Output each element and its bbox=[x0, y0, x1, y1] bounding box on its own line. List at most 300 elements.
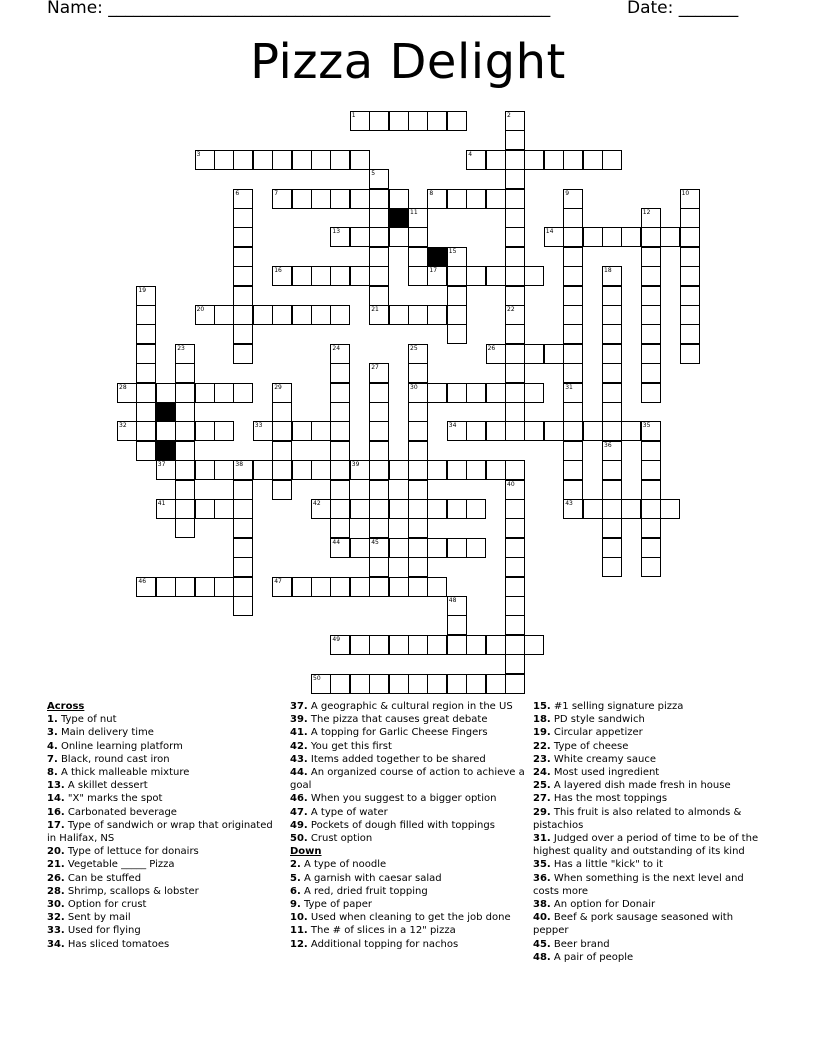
grid-cell[interactable] bbox=[447, 674, 467, 694]
grid-cell[interactable] bbox=[136, 344, 156, 364]
grid-cell[interactable] bbox=[389, 538, 409, 558]
grid-cell[interactable] bbox=[156, 383, 176, 403]
grid-cell[interactable] bbox=[427, 266, 447, 286]
grid-cell[interactable] bbox=[292, 189, 312, 209]
grid-cell[interactable] bbox=[641, 460, 661, 480]
grid-cell[interactable] bbox=[233, 518, 253, 538]
grid-cell[interactable] bbox=[330, 266, 350, 286]
grid-cell[interactable] bbox=[136, 402, 156, 422]
grid-cell[interactable] bbox=[427, 305, 447, 325]
grid-cell[interactable] bbox=[369, 577, 389, 597]
grid-cell[interactable] bbox=[253, 305, 273, 325]
grid-cell[interactable] bbox=[136, 286, 156, 306]
grid-cell[interactable] bbox=[641, 208, 661, 228]
grid-cell[interactable] bbox=[427, 499, 447, 519]
grid-cell[interactable] bbox=[330, 518, 350, 538]
grid-cell[interactable] bbox=[330, 460, 350, 480]
grid-cell[interactable] bbox=[563, 208, 583, 228]
grid-cell[interactable] bbox=[641, 557, 661, 577]
grid-cell[interactable] bbox=[408, 538, 428, 558]
grid-cell[interactable] bbox=[369, 538, 389, 558]
grid-cell[interactable] bbox=[408, 266, 428, 286]
grid-cell[interactable] bbox=[136, 305, 156, 325]
grid-cell[interactable] bbox=[563, 286, 583, 306]
grid-cell[interactable] bbox=[195, 383, 215, 403]
grid-cell[interactable] bbox=[389, 460, 409, 480]
grid-cell[interactable] bbox=[641, 480, 661, 500]
grid-cell[interactable] bbox=[563, 227, 583, 247]
grid-cell[interactable] bbox=[524, 344, 544, 364]
grid-cell[interactable] bbox=[660, 227, 680, 247]
grid-cell[interactable] bbox=[447, 324, 467, 344]
grid-cell[interactable] bbox=[505, 227, 525, 247]
grid-cell[interactable] bbox=[447, 421, 467, 441]
grid-cell[interactable] bbox=[680, 324, 700, 344]
grid-cell[interactable] bbox=[680, 344, 700, 364]
grid-cell[interactable] bbox=[505, 480, 525, 500]
grid-cell[interactable] bbox=[427, 635, 447, 655]
grid-cell[interactable] bbox=[408, 247, 428, 267]
grid-cell[interactable] bbox=[233, 324, 253, 344]
grid-cell[interactable] bbox=[466, 189, 486, 209]
grid-cell[interactable] bbox=[136, 577, 156, 597]
grid-cell[interactable] bbox=[350, 460, 370, 480]
grid-cell[interactable] bbox=[156, 577, 176, 597]
grid-cell[interactable] bbox=[369, 169, 389, 189]
grid-cell[interactable] bbox=[272, 189, 292, 209]
grid-cell[interactable] bbox=[447, 305, 467, 325]
grid-cell[interactable] bbox=[214, 460, 234, 480]
grid-cell[interactable] bbox=[233, 189, 253, 209]
grid-cell[interactable] bbox=[602, 441, 622, 461]
grid-cell[interactable] bbox=[311, 577, 331, 597]
grid-cell[interactable] bbox=[563, 324, 583, 344]
grid-cell[interactable] bbox=[369, 674, 389, 694]
grid-cell[interactable] bbox=[602, 460, 622, 480]
grid-cell[interactable] bbox=[680, 286, 700, 306]
grid-cell[interactable] bbox=[505, 421, 525, 441]
grid-cell[interactable] bbox=[195, 305, 215, 325]
grid-cell[interactable] bbox=[641, 305, 661, 325]
grid-cell[interactable] bbox=[369, 557, 389, 577]
grid-cell[interactable] bbox=[466, 383, 486, 403]
grid-cell[interactable] bbox=[330, 402, 350, 422]
grid-cell[interactable] bbox=[408, 402, 428, 422]
grid-cell[interactable] bbox=[175, 577, 195, 597]
grid-cell[interactable] bbox=[486, 421, 506, 441]
grid-cell[interactable] bbox=[563, 363, 583, 383]
grid-cell[interactable] bbox=[505, 130, 525, 150]
grid-cell[interactable] bbox=[369, 518, 389, 538]
grid-cell[interactable] bbox=[641, 383, 661, 403]
grid-cell[interactable] bbox=[505, 460, 525, 480]
grid-cell[interactable] bbox=[408, 363, 428, 383]
grid-cell[interactable] bbox=[233, 460, 253, 480]
grid-cell[interactable] bbox=[505, 111, 525, 131]
grid-cell[interactable] bbox=[369, 189, 389, 209]
grid-cell[interactable] bbox=[389, 499, 409, 519]
grid-cell[interactable] bbox=[408, 208, 428, 228]
grid-cell[interactable] bbox=[233, 305, 253, 325]
grid-cell[interactable] bbox=[195, 577, 215, 597]
grid-cell[interactable] bbox=[408, 441, 428, 461]
grid-cell[interactable] bbox=[311, 674, 331, 694]
grid-cell[interactable] bbox=[602, 266, 622, 286]
grid-cell[interactable] bbox=[369, 383, 389, 403]
date-field[interactable]: Date: _______ bbox=[627, 0, 739, 18]
grid-cell[interactable] bbox=[175, 441, 195, 461]
grid-cell[interactable] bbox=[292, 305, 312, 325]
grid-cell[interactable] bbox=[175, 518, 195, 538]
grid-cell[interactable] bbox=[427, 111, 447, 131]
grid-cell[interactable] bbox=[505, 577, 525, 597]
grid-cell[interactable] bbox=[330, 421, 350, 441]
grid-cell[interactable] bbox=[233, 150, 253, 170]
grid-cell[interactable] bbox=[330, 344, 350, 364]
grid-cell[interactable] bbox=[330, 635, 350, 655]
grid-cell[interactable] bbox=[466, 538, 486, 558]
grid-cell[interactable] bbox=[524, 266, 544, 286]
grid-cell[interactable] bbox=[233, 383, 253, 403]
grid-cell[interactable] bbox=[272, 402, 292, 422]
grid-cell[interactable] bbox=[233, 577, 253, 597]
grid-cell[interactable] bbox=[330, 227, 350, 247]
grid-cell[interactable] bbox=[427, 674, 447, 694]
grid-cell[interactable] bbox=[563, 499, 583, 519]
grid-cell[interactable] bbox=[175, 480, 195, 500]
grid-cell[interactable] bbox=[505, 499, 525, 519]
grid-cell[interactable] bbox=[408, 344, 428, 364]
grid-cell[interactable] bbox=[447, 286, 467, 306]
grid-cell[interactable] bbox=[563, 266, 583, 286]
grid-cell[interactable] bbox=[350, 111, 370, 131]
grid-cell[interactable] bbox=[621, 499, 641, 519]
grid-cell[interactable] bbox=[466, 266, 486, 286]
grid-cell[interactable] bbox=[544, 344, 564, 364]
grid-cell[interactable] bbox=[330, 305, 350, 325]
grid-cell[interactable] bbox=[369, 266, 389, 286]
grid-cell[interactable] bbox=[272, 441, 292, 461]
grid-cell[interactable] bbox=[233, 596, 253, 616]
grid-cell[interactable] bbox=[563, 402, 583, 422]
grid-cell[interactable] bbox=[214, 150, 234, 170]
grid-cell[interactable] bbox=[408, 518, 428, 538]
grid-cell[interactable] bbox=[563, 421, 583, 441]
grid-cell[interactable] bbox=[408, 383, 428, 403]
grid-cell[interactable] bbox=[505, 266, 525, 286]
grid-cell[interactable] bbox=[389, 577, 409, 597]
grid-cell[interactable] bbox=[330, 480, 350, 500]
grid-cell[interactable] bbox=[350, 189, 370, 209]
grid-cell[interactable] bbox=[641, 344, 661, 364]
grid-cell[interactable] bbox=[621, 421, 641, 441]
grid-cell[interactable] bbox=[311, 421, 331, 441]
grid-cell[interactable] bbox=[330, 150, 350, 170]
grid-cell[interactable] bbox=[369, 635, 389, 655]
grid-cell[interactable] bbox=[602, 150, 622, 170]
grid-cell[interactable] bbox=[389, 189, 409, 209]
grid-cell[interactable] bbox=[641, 538, 661, 558]
grid-cell[interactable] bbox=[602, 518, 622, 538]
grid-cell[interactable] bbox=[233, 344, 253, 364]
grid-cell[interactable] bbox=[447, 111, 467, 131]
grid-cell[interactable] bbox=[272, 266, 292, 286]
grid-cell[interactable] bbox=[427, 577, 447, 597]
grid-cell[interactable] bbox=[311, 150, 331, 170]
grid-cell[interactable] bbox=[602, 363, 622, 383]
grid-cell[interactable] bbox=[136, 421, 156, 441]
grid-cell[interactable] bbox=[563, 189, 583, 209]
grid-cell[interactable] bbox=[505, 635, 525, 655]
grid-cell[interactable] bbox=[563, 150, 583, 170]
grid-cell[interactable] bbox=[447, 615, 467, 635]
grid-cell[interactable] bbox=[641, 518, 661, 538]
grid-cell[interactable] bbox=[350, 150, 370, 170]
grid-cell[interactable] bbox=[156, 460, 176, 480]
grid-cell[interactable] bbox=[175, 499, 195, 519]
grid-cell[interactable] bbox=[350, 577, 370, 597]
grid-cell[interactable] bbox=[486, 344, 506, 364]
grid-cell[interactable] bbox=[447, 460, 467, 480]
grid-cell[interactable] bbox=[272, 383, 292, 403]
grid-cell[interactable] bbox=[427, 538, 447, 558]
grid-cell[interactable] bbox=[602, 305, 622, 325]
grid-cell[interactable] bbox=[680, 208, 700, 228]
grid-cell[interactable] bbox=[369, 227, 389, 247]
grid-cell[interactable] bbox=[563, 480, 583, 500]
grid-cell[interactable] bbox=[233, 227, 253, 247]
grid-cell[interactable] bbox=[175, 421, 195, 441]
grid-cell[interactable] bbox=[350, 499, 370, 519]
grid-cell[interactable] bbox=[466, 150, 486, 170]
grid-cell[interactable] bbox=[486, 460, 506, 480]
grid-cell[interactable] bbox=[641, 363, 661, 383]
grid-cell[interactable] bbox=[195, 499, 215, 519]
grid-cell[interactable] bbox=[408, 674, 428, 694]
grid-cell[interactable] bbox=[292, 266, 312, 286]
grid-cell[interactable] bbox=[505, 615, 525, 635]
grid-cell[interactable] bbox=[195, 421, 215, 441]
grid-cell[interactable] bbox=[330, 674, 350, 694]
grid-cell[interactable] bbox=[602, 402, 622, 422]
grid-cell[interactable] bbox=[505, 324, 525, 344]
grid-cell[interactable] bbox=[563, 247, 583, 267]
grid-cell[interactable] bbox=[680, 305, 700, 325]
grid-cell[interactable] bbox=[524, 635, 544, 655]
grid-cell[interactable] bbox=[641, 441, 661, 461]
grid-cell[interactable] bbox=[369, 480, 389, 500]
grid-cell[interactable] bbox=[311, 460, 331, 480]
grid-cell[interactable] bbox=[311, 499, 331, 519]
grid-cell[interactable] bbox=[292, 460, 312, 480]
grid-cell[interactable] bbox=[641, 286, 661, 306]
grid-cell[interactable] bbox=[524, 383, 544, 403]
grid-cell[interactable] bbox=[350, 674, 370, 694]
grid-cell[interactable] bbox=[369, 208, 389, 228]
grid-cell[interactable] bbox=[524, 150, 544, 170]
grid-cell[interactable] bbox=[408, 460, 428, 480]
grid-cell[interactable] bbox=[408, 227, 428, 247]
grid-cell[interactable] bbox=[544, 421, 564, 441]
grid-cell[interactable] bbox=[233, 266, 253, 286]
grid-cell[interactable] bbox=[408, 499, 428, 519]
grid-cell[interactable] bbox=[602, 538, 622, 558]
grid-cell[interactable] bbox=[447, 247, 467, 267]
grid-cell[interactable] bbox=[505, 286, 525, 306]
grid-cell[interactable] bbox=[389, 674, 409, 694]
grid-cell[interactable] bbox=[486, 674, 506, 694]
grid-cell[interactable] bbox=[292, 150, 312, 170]
grid-cell[interactable] bbox=[486, 150, 506, 170]
grid-cell[interactable] bbox=[486, 635, 506, 655]
grid-cell[interactable] bbox=[369, 460, 389, 480]
grid-cell[interactable] bbox=[602, 344, 622, 364]
grid-cell[interactable] bbox=[330, 499, 350, 519]
grid-cell[interactable] bbox=[369, 111, 389, 131]
grid-cell[interactable] bbox=[505, 344, 525, 364]
grid-cell[interactable] bbox=[505, 518, 525, 538]
grid-cell[interactable] bbox=[214, 421, 234, 441]
grid-cell[interactable] bbox=[660, 499, 680, 519]
grid-cell[interactable] bbox=[505, 557, 525, 577]
grid-cell[interactable] bbox=[369, 305, 389, 325]
grid-cell[interactable] bbox=[621, 227, 641, 247]
grid-cell[interactable] bbox=[641, 227, 661, 247]
grid-cell[interactable] bbox=[505, 654, 525, 674]
grid-cell[interactable] bbox=[544, 227, 564, 247]
grid-cell[interactable] bbox=[583, 421, 603, 441]
grid-cell[interactable] bbox=[505, 383, 525, 403]
grid-cell[interactable] bbox=[505, 402, 525, 422]
grid-cell[interactable] bbox=[602, 383, 622, 403]
grid-cell[interactable] bbox=[136, 363, 156, 383]
grid-cell[interactable] bbox=[583, 499, 603, 519]
grid-cell[interactable] bbox=[408, 577, 428, 597]
grid-cell[interactable] bbox=[447, 189, 467, 209]
grid-cell[interactable] bbox=[466, 635, 486, 655]
grid-cell[interactable] bbox=[175, 383, 195, 403]
grid-cell[interactable] bbox=[486, 266, 506, 286]
grid-cell[interactable] bbox=[350, 227, 370, 247]
grid-cell[interactable] bbox=[408, 305, 428, 325]
grid-cell[interactable] bbox=[330, 383, 350, 403]
grid-cell[interactable] bbox=[602, 480, 622, 500]
grid-cell[interactable] bbox=[505, 169, 525, 189]
grid-cell[interactable] bbox=[195, 460, 215, 480]
grid-cell[interactable] bbox=[602, 324, 622, 344]
grid-cell[interactable] bbox=[311, 266, 331, 286]
grid-cell[interactable] bbox=[369, 286, 389, 306]
grid-cell[interactable] bbox=[272, 480, 292, 500]
grid-cell[interactable] bbox=[427, 189, 447, 209]
grid-cell[interactable] bbox=[466, 674, 486, 694]
grid-cell[interactable] bbox=[680, 247, 700, 267]
grid-cell[interactable] bbox=[408, 635, 428, 655]
grid-cell[interactable] bbox=[544, 150, 564, 170]
grid-cell[interactable] bbox=[505, 247, 525, 267]
grid-cell[interactable] bbox=[447, 266, 467, 286]
grid-cell[interactable] bbox=[233, 247, 253, 267]
grid-cell[interactable] bbox=[350, 538, 370, 558]
grid-cell[interactable] bbox=[117, 421, 137, 441]
grid-cell[interactable] bbox=[350, 635, 370, 655]
grid-cell[interactable] bbox=[369, 402, 389, 422]
grid-cell[interactable] bbox=[524, 421, 544, 441]
grid-cell[interactable] bbox=[233, 538, 253, 558]
grid-cell[interactable] bbox=[253, 421, 273, 441]
grid-cell[interactable] bbox=[505, 305, 525, 325]
grid-cell[interactable] bbox=[369, 441, 389, 461]
grid-cell[interactable] bbox=[330, 441, 350, 461]
grid-cell[interactable] bbox=[369, 363, 389, 383]
grid-cell[interactable] bbox=[214, 499, 234, 519]
grid-cell[interactable] bbox=[583, 150, 603, 170]
grid-cell[interactable] bbox=[272, 460, 292, 480]
grid-cell[interactable] bbox=[583, 227, 603, 247]
grid-cell[interactable] bbox=[233, 208, 253, 228]
grid-cell[interactable] bbox=[253, 150, 273, 170]
grid-cell[interactable] bbox=[602, 286, 622, 306]
grid-cell[interactable] bbox=[486, 383, 506, 403]
grid-cell[interactable] bbox=[175, 460, 195, 480]
grid-cell[interactable] bbox=[563, 460, 583, 480]
grid-cell[interactable] bbox=[408, 557, 428, 577]
grid-cell[interactable] bbox=[214, 383, 234, 403]
grid-cell[interactable] bbox=[195, 150, 215, 170]
grid-cell[interactable] bbox=[680, 266, 700, 286]
grid-cell[interactable] bbox=[447, 499, 467, 519]
grid-cell[interactable] bbox=[505, 674, 525, 694]
grid-cell[interactable] bbox=[330, 189, 350, 209]
grid-cell[interactable] bbox=[272, 577, 292, 597]
grid-cell[interactable] bbox=[175, 344, 195, 364]
grid-cell[interactable] bbox=[505, 538, 525, 558]
grid-cell[interactable] bbox=[389, 635, 409, 655]
grid-cell[interactable] bbox=[427, 460, 447, 480]
grid-cell[interactable] bbox=[563, 441, 583, 461]
grid-cell[interactable] bbox=[602, 227, 622, 247]
grid-cell[interactable] bbox=[408, 421, 428, 441]
grid-cell[interactable] bbox=[292, 577, 312, 597]
grid-cell[interactable] bbox=[389, 305, 409, 325]
grid-cell[interactable] bbox=[680, 227, 700, 247]
grid-cell[interactable] bbox=[175, 402, 195, 422]
grid-cell[interactable] bbox=[214, 577, 234, 597]
grid-cell[interactable] bbox=[350, 266, 370, 286]
grid-cell[interactable] bbox=[486, 189, 506, 209]
grid-cell[interactable] bbox=[466, 499, 486, 519]
grid-cell[interactable] bbox=[680, 189, 700, 209]
grid-cell[interactable] bbox=[447, 635, 467, 655]
grid-cell[interactable] bbox=[272, 421, 292, 441]
grid-cell[interactable] bbox=[272, 150, 292, 170]
grid-cell[interactable] bbox=[136, 383, 156, 403]
grid-cell[interactable] bbox=[233, 286, 253, 306]
grid-cell[interactable] bbox=[641, 247, 661, 267]
grid-cell[interactable] bbox=[447, 383, 467, 403]
grid-cell[interactable] bbox=[466, 421, 486, 441]
grid-cell[interactable] bbox=[563, 305, 583, 325]
grid-cell[interactable] bbox=[253, 460, 273, 480]
grid-cell[interactable] bbox=[156, 421, 176, 441]
grid-cell[interactable] bbox=[641, 324, 661, 344]
grid-cell[interactable] bbox=[447, 538, 467, 558]
grid-cell[interactable] bbox=[505, 150, 525, 170]
grid-cell[interactable] bbox=[330, 577, 350, 597]
grid-cell[interactable] bbox=[505, 189, 525, 209]
grid-cell[interactable] bbox=[272, 305, 292, 325]
grid-cell[interactable] bbox=[408, 480, 428, 500]
